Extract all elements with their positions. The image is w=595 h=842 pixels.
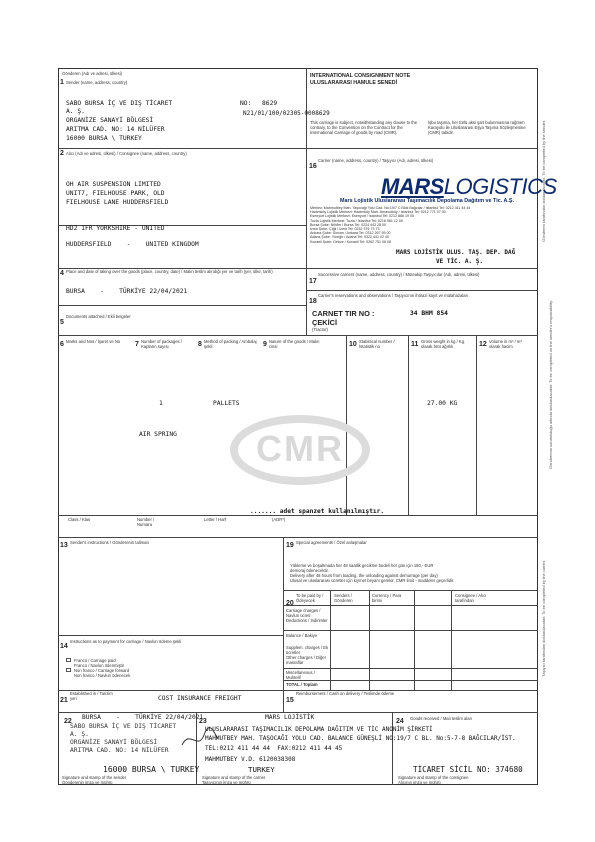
document-title: INTERNATIONAL CONSIGNMENT NOTE	[310, 73, 411, 79]
box-number: 24	[396, 718, 404, 725]
divider	[476, 335, 477, 515]
box-number: 16	[309, 163, 317, 170]
box-number: 22	[64, 718, 72, 725]
checkbox-icon[interactable]	[66, 658, 71, 662]
no-value: 8629	[262, 100, 278, 107]
box-number: 20	[286, 600, 294, 607]
packages-value: 1	[159, 400, 163, 407]
taking-over-value: BURSA - TÜRKİYE 22/04/2021	[66, 288, 188, 295]
box-number: 8	[198, 341, 202, 348]
goods-received-label: Goods received / Malı teslim alan	[410, 716, 472, 721]
box-number: 21	[60, 697, 68, 704]
carrier-stamp-line: TEL:0212 411 44 44 FAX:0212 411 44 45	[205, 745, 343, 752]
box23-value: MARS LOJİSTİK	[265, 714, 315, 721]
payment-instructions-label: Instructions as to payment for carriage / Navlun ödeme şekli	[70, 639, 182, 644]
established-value: COST INSURANCE FREIGHT	[158, 695, 242, 702]
carrier-stamp-line: MAHMUTBEY V.D. 6120038308	[205, 756, 296, 763]
divider	[283, 590, 538, 591]
box-number: 9	[263, 341, 267, 348]
sender-name: SABO BURSA İÇ VE DIŞ TİCARET	[66, 100, 173, 107]
consignee-line: OH AIR SUSPENSION LIMITED	[66, 181, 161, 188]
sender-instructions-label: Sender's instructions / Gönderenin talimatı	[70, 540, 149, 545]
no-label: NO:	[240, 100, 252, 107]
to-be-paid-label: To be paid by / Ödeyecek	[296, 593, 324, 603]
trade-registry: TİCARET SİCİL NO: 374680	[413, 765, 523, 774]
checkbox-icon[interactable]	[66, 668, 71, 672]
carnet-value: 34 BHM 854	[410, 310, 448, 317]
box-number: 10	[349, 341, 357, 348]
divider	[283, 605, 538, 606]
sender-stamp-line: ARITMA CAD. NO: 14 NİLÜFER	[70, 747, 169, 754]
divider	[283, 680, 538, 681]
taking-over-label: Place and date of taking over the goods (place, country, date) / Malın teslim alındığı yer ve tarih (yer, ülke, tarih)	[66, 269, 273, 274]
cmr-note-en: This carriage is subject, notwithstanding any clause to the contrary, to the Convention on the Contract for the International Carriage of goods by road (CMR).	[310, 120, 418, 135]
box-number: 15	[286, 697, 294, 704]
side-note: Taşıyıcı tarafından doldurulacaktır. To be completed by the carrier.	[541, 560, 546, 677]
sender-line: ARITMA CAD. NO: 14 NİLÜFER	[66, 126, 165, 133]
sender-stamp-line: ORGANİZE SANAYİ BÖLGESİ	[70, 739, 158, 746]
gross-weight-value: 27.00 KG	[427, 400, 458, 407]
agreement-line: Yükleme ve boşaltmada her 48 saatlik gecikme bedeli her gün için 150,- EUR	[290, 563, 434, 568]
carrier-offices	[310, 206, 535, 244]
payment-header: Currency / Para birimi	[372, 593, 402, 603]
carrier-stamp-line: ULUSLARARASI TAŞIMACILIK DEPOLAMA DAĞITIM VE TİC ANONİM ŞİRKETİ	[205, 726, 433, 733]
office-line: İzmir Şube: Çiğli / İzmir Tel: 0232 376 73 73	[310, 227, 380, 232]
agreement-line: Ulusal ve uluslararası ücretler için kıymet beyanı gerekir. CMR limit - maddeler geçerlidir.	[290, 578, 455, 583]
consignee-label: Alıcı (Adı ve adresi, ülkesi) / Consignee (name, address, country)	[66, 151, 187, 156]
box-number: 2	[60, 150, 64, 157]
box-number: 12	[479, 341, 487, 348]
consignee-line: FIELHOUSE LANE HUDDERSFIELD	[66, 199, 169, 206]
sender-label: Gönderen (Adı ve adresi, ülkesi)	[62, 71, 123, 76]
consignee-line: HD2 1FR YORKSHIRE - UNITED	[66, 225, 165, 232]
box-number: 14	[60, 643, 68, 650]
reservations-label: Carrier's reservations and observations / Taşıyıcının ihtirazi kayıt ve mülahazaları	[318, 293, 469, 298]
letter-label: Letter / Harf	[204, 517, 227, 522]
carrier-signature-caption: Signature and stamp of the carrier	[202, 775, 266, 780]
payment-option: Franco / Navlun ödenmiştir	[74, 663, 125, 668]
divider	[306, 68, 307, 335]
nature-label: Nature of the goods / Malın cinsi	[269, 339, 320, 349]
divider	[306, 290, 538, 291]
side-note: Gönderen tarafından doldurulacaktır. To be completed by the sender.	[541, 120, 546, 242]
payment-row: Deductions / İndirimler	[286, 618, 328, 623]
payment-row: Supplem. charges / Ek ücretler	[286, 645, 329, 655]
consignee-signature-caption-tr: Alıcının imza ve mührü	[398, 780, 441, 785]
box-number: 23	[199, 718, 207, 725]
box-number: 11	[411, 341, 419, 348]
sender-line: ORGANİZE SANAYİ BÖLGESİ	[66, 117, 154, 124]
payment-option: Non franco / Navlun ödenecek	[74, 673, 131, 678]
cmr-note-tr: İşbu taşıma, her türlü aksi şart bulunmasına rağmen Karayolu ile Uluslararası Eşya Taşıma Sözleşmesine (CMR) tabidir.	[428, 120, 526, 135]
box22-value: BURSA - TÜRKİYE 22/04/2021	[82, 714, 204, 721]
successive-carriers-label: Successive carriers (name, address, country) / Müteakip Taşıyıcılar (Adı, adresi, ülkesi)	[318, 272, 480, 277]
divider	[306, 268, 538, 269]
packing-label: Method of packing / Ambalaj şekli	[204, 339, 257, 349]
payment-row: Other charges / Diğer masraflar	[286, 655, 327, 665]
divider	[392, 712, 393, 785]
payment-header: Senders / Gönderen	[334, 593, 353, 603]
payment-option: Franco / Carriage paid	[74, 658, 116, 663]
special-agreements-label: Special agreements / Özel anlaşmalar	[296, 540, 367, 545]
box-number: 13	[60, 542, 68, 549]
reference-number: N21/01/100/02305-0008629	[243, 110, 330, 117]
carnet-label: CARNET TIR NO :	[312, 309, 375, 318]
office-line: Esenyurt Lojistik Merkezi: Esenyurt / İstanbul Tel: 0212 886 19 00	[310, 214, 415, 219]
divider	[58, 335, 538, 336]
divider	[58, 305, 306, 306]
brand-logistics: LOGISTICS	[443, 174, 557, 199]
payment-row: Carriage charges / Navlun ücreti	[286, 608, 321, 618]
cmr-watermark: CMR	[256, 428, 344, 469]
sender-label-en: Sender (name, address, country)	[66, 80, 128, 85]
documents-label: Documents attached / Ekli belgeler	[66, 314, 131, 319]
tractor-sublabel: (Tractor)	[312, 327, 328, 332]
sender-signature-caption: Signature and stamp of the sender	[62, 775, 127, 780]
side-note: Gönderenin sorumluluğu altında doldurulacaktır. To be completed on the sender's responsibility.	[548, 300, 553, 469]
carrier-company: Mars Lojistik Uluslararası Taşımacılık Depolama Dağıtım ve Tic. A.Ş.	[340, 198, 514, 204]
sender-line: 16000 BURSA \ TURKEY	[66, 135, 142, 142]
nature-value: AIR SPRING	[139, 431, 177, 438]
office-line: Bursa Şube: Nilüfer / Bursa Tel: 0224 443 28 00	[310, 222, 387, 227]
adr-label: (ADR*)	[272, 517, 286, 522]
office-line: Ankara Şube: Sincan / Ankara Tel: 0312 267 59 00	[310, 231, 391, 236]
divider	[408, 335, 409, 515]
payment-row: Balance / Bakiye	[286, 633, 318, 638]
box-number: 4	[60, 270, 64, 277]
packages-label: Number of packages / Kapların sayısı	[141, 339, 182, 349]
office-line: Adana Şube: Yüreğir / Adana Tel: 0322 441 02 40	[310, 235, 389, 240]
number-label: Number / Numara	[137, 517, 155, 527]
carrier-label: Carrier (name, address, country) / Taşıyıcı (Adı, adresi, ülkesi)	[318, 158, 434, 163]
volume-label: Volume in m³ / m³ olarak hacim	[489, 339, 522, 349]
class-label: Class / Klas	[68, 517, 91, 522]
box-number: 17	[309, 278, 317, 285]
gross-weight-label: Gross weight in kg / Kg. olarak brüt ağırlık	[421, 339, 466, 349]
divider	[283, 668, 538, 669]
divider	[58, 148, 306, 149]
payment-total: TOTAL / Toplam	[286, 682, 318, 687]
box-number: 18	[309, 298, 317, 305]
box-number: 7	[135, 341, 139, 348]
office-line: Merkez: Mahmutbey Mah. Taşocağı Yolu Cad. No:19/7 C Blok Bağcılar / İstanbul Tel: 0212 411 44 44	[310, 206, 471, 210]
box-number: 6	[60, 341, 64, 348]
consignee-line: UNIT7, FIELHOUSE PARK, OLD	[66, 190, 165, 197]
box-number: 19	[286, 542, 294, 549]
marks-label: Marks and Nos / İşaret ve No	[66, 339, 121, 344]
packing-value: PALLETS	[213, 400, 240, 407]
sender-stamp-line: A. Ş.	[70, 731, 89, 738]
divider	[283, 537, 284, 712]
carrier-signature-caption-tr: Taşıyıcının imza ve mührü	[202, 780, 251, 785]
turkey-text: TURKEY	[248, 765, 275, 774]
carrier-stamp: MARS LOJİSTİK ULUS. TAŞ. DEP. DAĞ	[396, 249, 516, 256]
consignee-signature-caption: Signature and stamp of the consignee	[398, 775, 469, 780]
agreement-line: Delivery after 48 hours from loading, the unloading against demurrage (per day)	[290, 573, 438, 578]
consignee-city: HUDDERSFIELD - UNITED KINGDOM	[66, 241, 199, 248]
tractor-label: ÇEKİCİ	[312, 318, 338, 327]
brand-mars: MARS	[381, 174, 444, 199]
box-number: 5	[60, 319, 64, 326]
document-title-tr: ULUSLARARASI HAMULE SENEDİ	[310, 80, 398, 86]
spanset-note: ....... adet spanzet kullanılmıştır.	[250, 508, 385, 515]
established-label: Established in / Tanzim yeri	[70, 691, 113, 701]
payment-header: Consignee / Alıcı tarafından	[455, 593, 487, 603]
payment-option: Non franco / Carriage forward	[74, 668, 130, 673]
office-line: Tuzla Lojistik Merkezi: Tuzla / İstanbul Tel: 0216 581 12 00	[310, 218, 403, 223]
sender-stamp-line: 16000 BURSA \ TURKEY	[103, 765, 200, 774]
divider	[58, 537, 538, 538]
statistical-label: Statistical number / İstatistik no	[359, 339, 395, 349]
sender-line: A. Ş.	[66, 108, 85, 115]
sender-stamp-line: SABO BURSA İÇ VE DIŞ TİCARET	[70, 723, 177, 730]
divider	[58, 712, 538, 713]
agreement-line: demoraj ödenecektir.	[290, 568, 329, 573]
box-number: 1	[60, 79, 64, 86]
payment-row: Miscellaneous / Muhtelif	[286, 670, 315, 680]
divider	[58, 635, 283, 636]
divider	[306, 148, 538, 149]
carrier-stamp: VE TİC. A. Ş.	[436, 258, 483, 265]
sender-signature-caption-tr: Gönderenin imza ve mührü	[62, 780, 113, 785]
divider	[283, 630, 538, 631]
office-line: Kocaeli Şube: Gebze / Kocaeli Tel: 0262 751 08 08	[310, 239, 392, 244]
office-line: Hadımköy Lojistik Merkezi: Hadımköy Mah. Arnavutköy / İstanbul Tel: 0212 771 07 00	[310, 210, 446, 215]
carrier-stamp-line: MAHMUTBEY MAH. TAŞOCAĞI YOLU CAD. BALANCE GÜNEŞLİ NO:19/7 C BL. No:5-7-8 BAĞCILAR/İST.	[205, 735, 516, 742]
cod-label: Reimbursement / Cash on delivery / Teslimde ödeme	[296, 691, 395, 696]
